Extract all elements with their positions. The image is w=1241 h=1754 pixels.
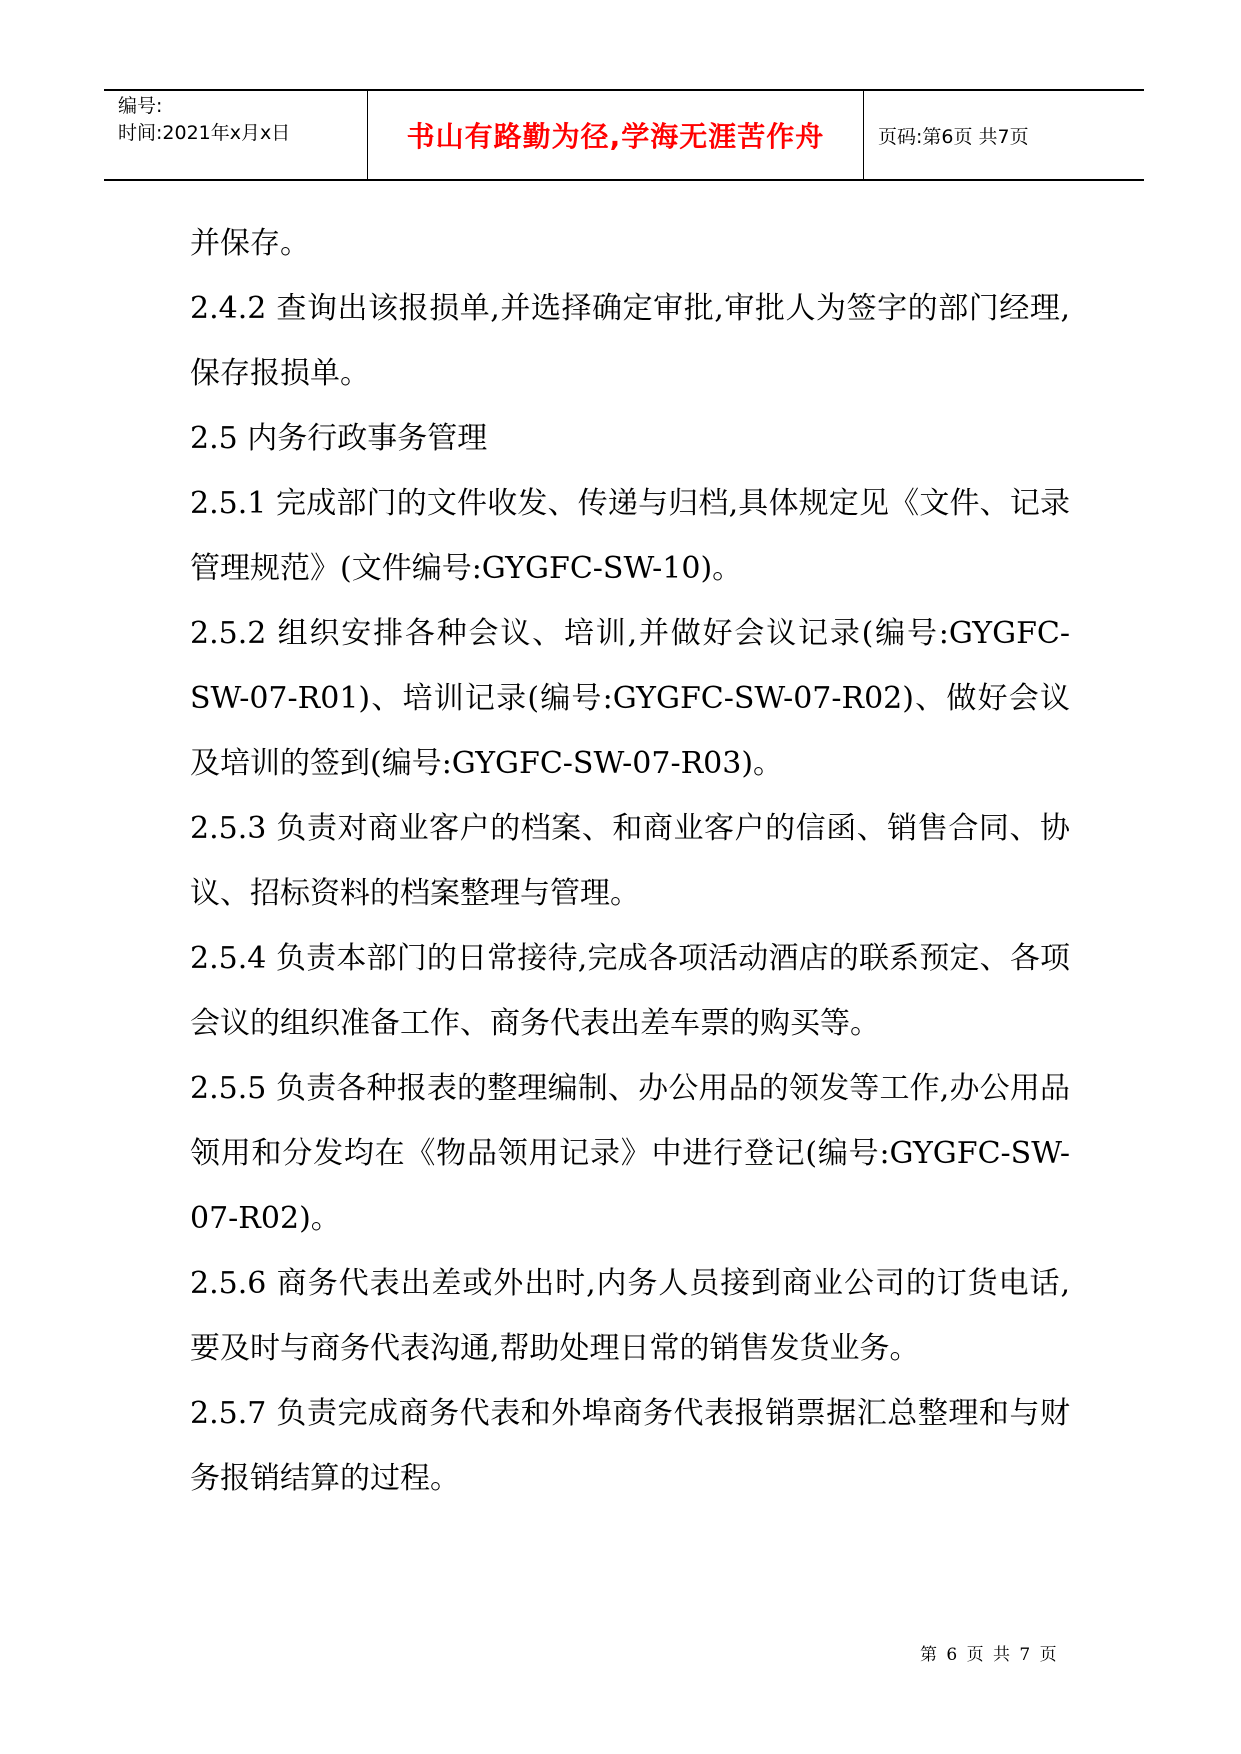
header-number-label: 编号:	[118, 95, 163, 117]
paragraph: 2.5.6 商务代表出差或外出时,内务人员接到商业公司的订货电话,要及时与商务代表沟通,帮助处理日常的销售发货业务。	[190, 1266, 1070, 1366]
document-header	[104, 89, 1144, 181]
paragraph: 2.5.1 完成部门的文件收发、传递与归档,具体规定见《文件、记录管理规范》(文件编号:GYGFC-SW-10)。	[190, 486, 1070, 586]
paragraph: 2.5.7 负责完成商务代表和外埠商务代表报销票据汇总整理和与财务报销结算的过程。	[190, 1396, 1070, 1496]
paragraph: 2.5.3 负责对商业客户的档案、和商业客户的信函、销售合同、协议、招标资料的档案整理与管理。	[190, 811, 1070, 911]
footer-page-number: 第 6 页 共 7 页	[920, 1645, 1059, 1665]
paragraph: 2.5.4 负责本部门的日常接待,完成各项活动酒店的联系预定、各项会议的组织准备工作、商务代表出差车票的购买等。	[190, 941, 1070, 1041]
header-meta	[104, 91, 368, 179]
paragraph: 2.5.5 负责各种报表的整理编制、办公用品的领发等工作,办公用品领用和分发均在《物品领用记录》中进行登记(编号:GYGFC-SW-07-R02)。	[190, 1071, 1070, 1236]
paragraph: 2.5.2 组织安排各种会议、培训,并做好会议记录(编号:GYGFC-SW-07-R01)、培训记录(编号:GYGFC-SW-07-R02)、做好会议及培训的签到(编号:GYGFC-SW-07-R03)。	[190, 616, 1070, 781]
section-heading: 2.5 内务行政事务管理	[190, 421, 488, 456]
header-page-label: 页码:第6页 共7页	[878, 125, 1029, 148]
document-body	[190, 211, 1070, 1511]
paragraph: 并保存。	[190, 226, 310, 261]
header-motto: 书山有路勤为径,学海无涯苦作舟	[368, 91, 864, 179]
header-time-label: 时间:2021年x月x日	[118, 122, 291, 144]
paragraph: 2.4.2 查询出该报损单,并选择确定审批,审批人为签字的部门经理,保存报损单。	[190, 291, 1070, 391]
